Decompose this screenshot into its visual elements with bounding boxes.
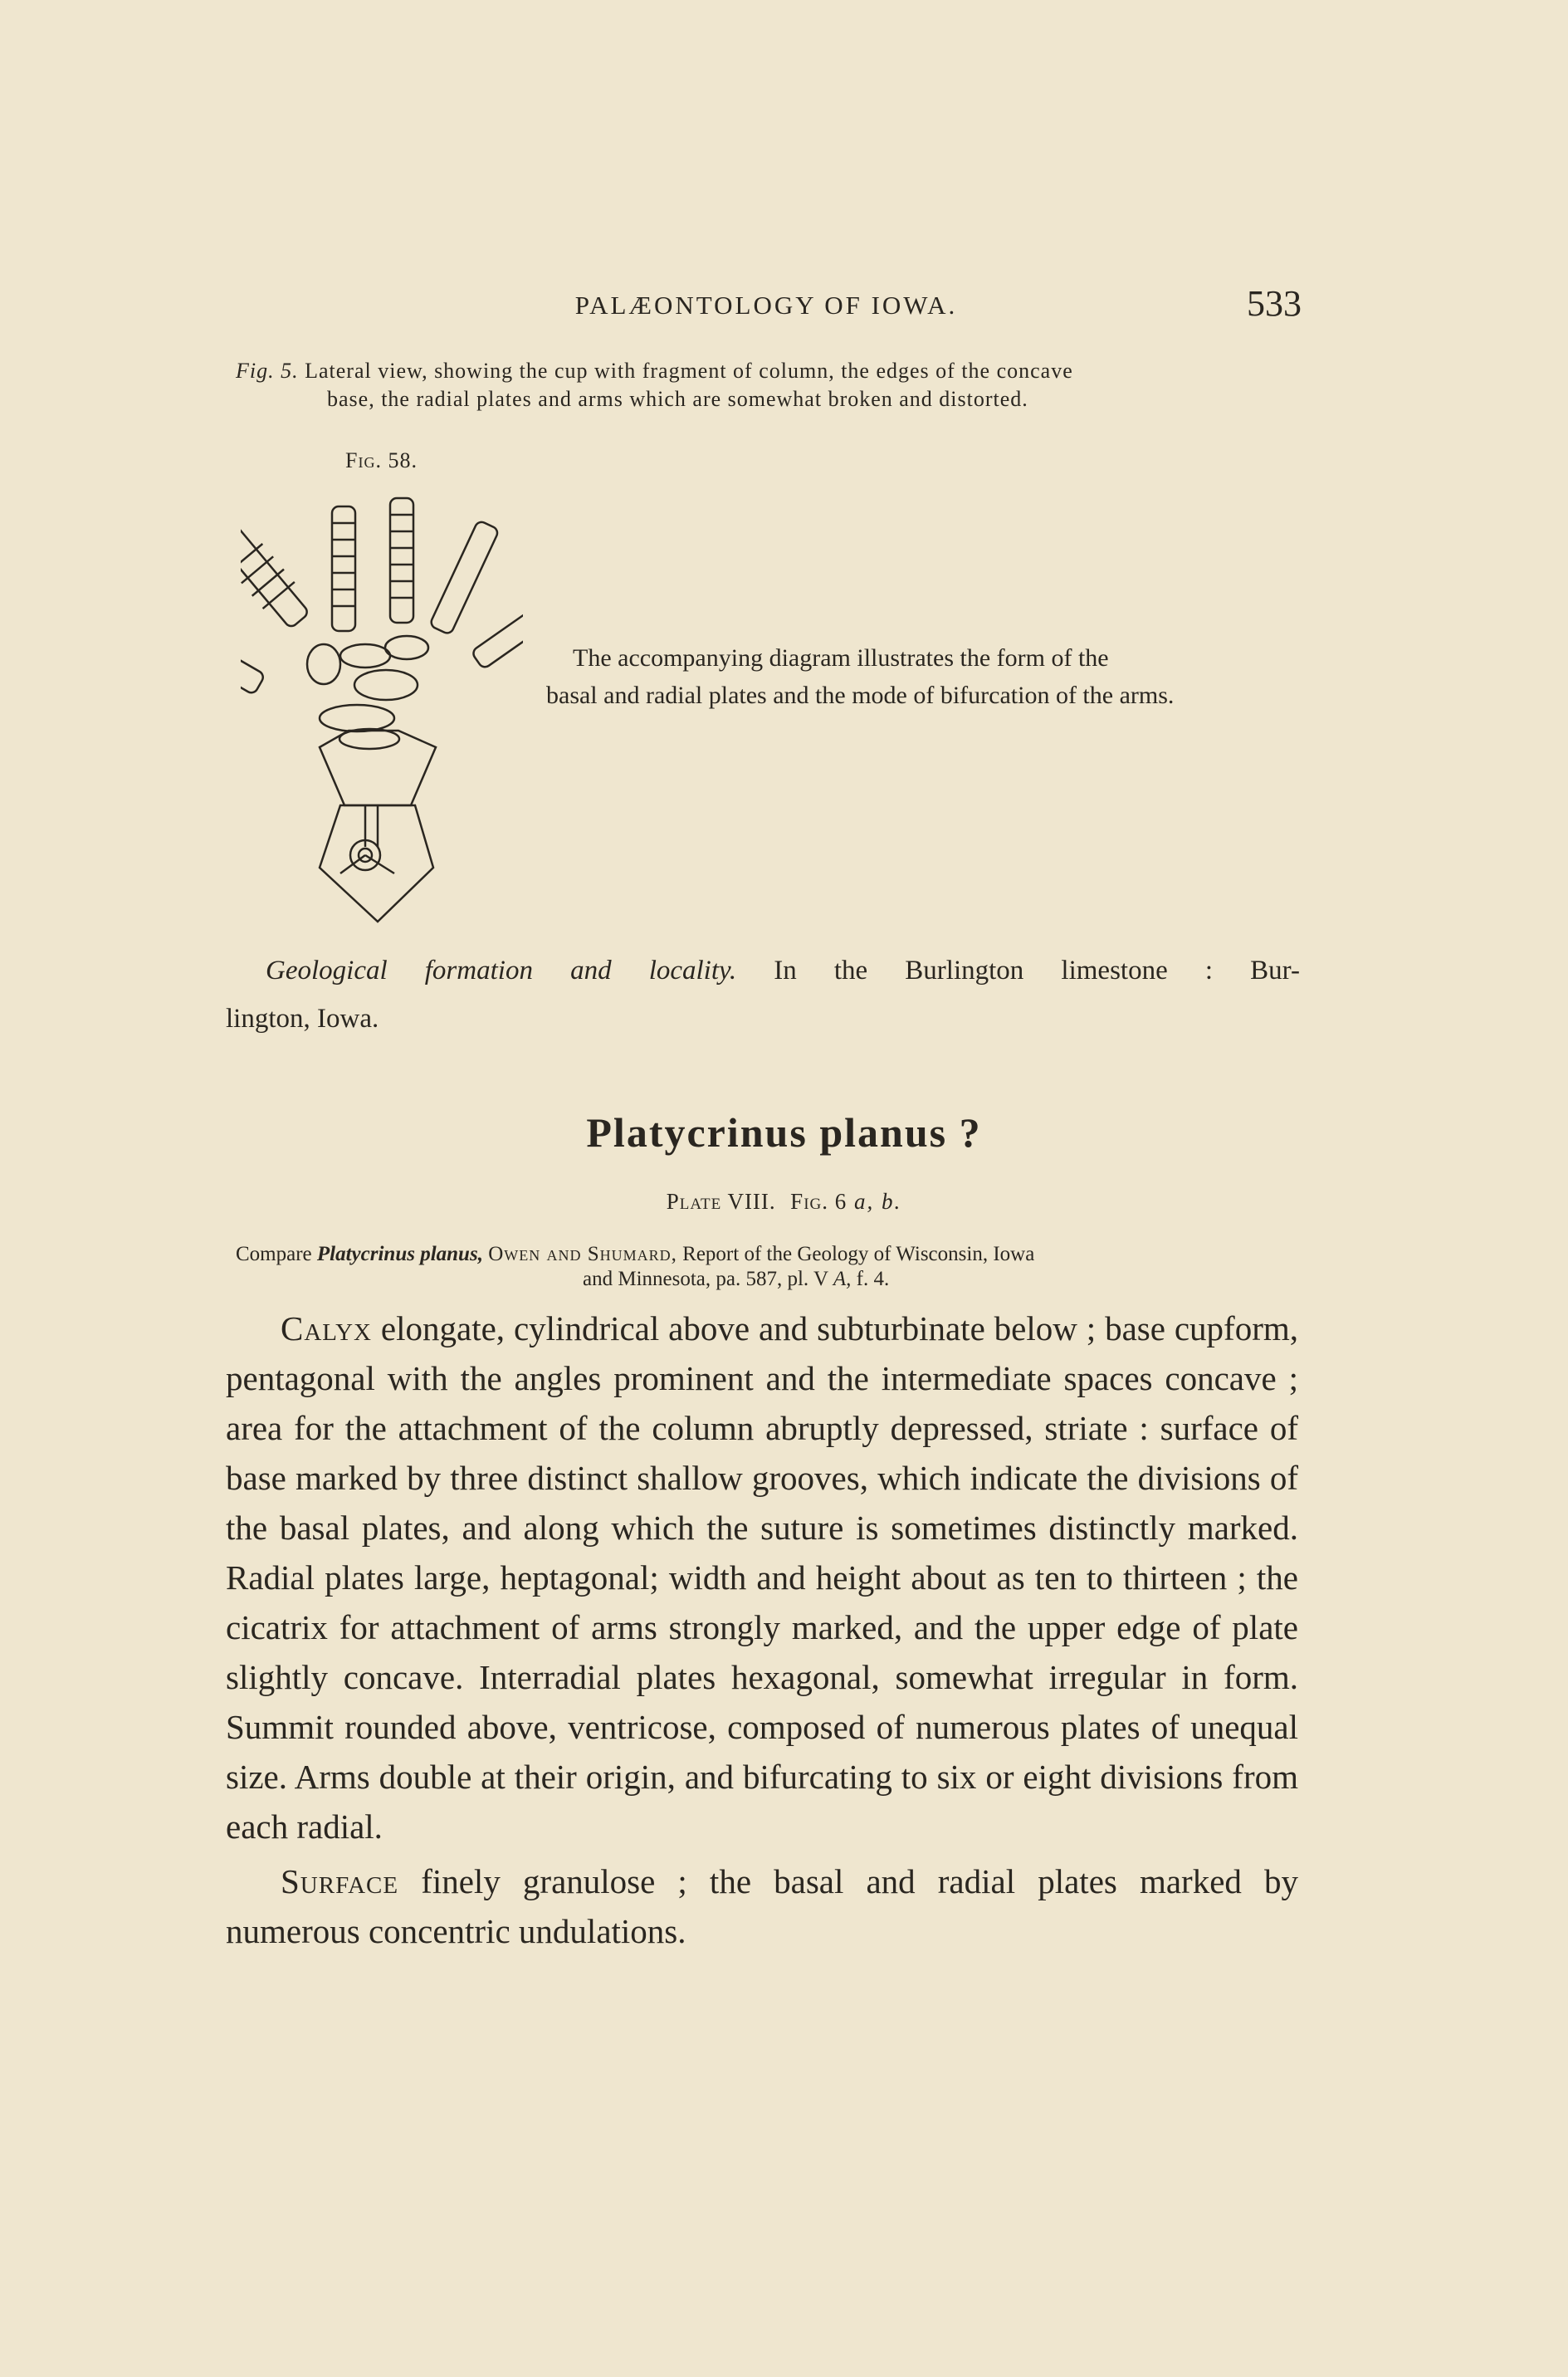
compare-authors: Owen and Shumard,: [488, 1243, 677, 1265]
species-heading: [0, 1108, 1568, 1157]
compare-taxon: Platycrinus planus,: [316, 1243, 483, 1265]
arm-4: [390, 498, 413, 623]
plate-fig: Fig. 6: [790, 1189, 848, 1214]
crinoid-diagram: [241, 490, 523, 930]
figure-caption: [236, 357, 1300, 413]
arm-3: [332, 506, 355, 631]
compare-prefix: Compare: [236, 1243, 312, 1265]
compare-line-2-pre: and Minnesota, pa. 587, pl. V: [583, 1268, 828, 1290]
radial-plate: [320, 731, 436, 805]
arm-1: [241, 524, 310, 629]
species-epithet: planus ?: [819, 1109, 982, 1156]
compare-line-2-italic: A,: [833, 1268, 852, 1290]
surface-paragraph: [226, 1856, 1298, 1956]
calyx-lead: Calyx: [281, 1309, 372, 1347]
compare-line-2-post: f. 4.: [856, 1268, 890, 1290]
arm-5: [429, 520, 500, 635]
arm-6: [471, 599, 523, 669]
compare-reference: [236, 1242, 1307, 1292]
surface-lead: Surface: [281, 1862, 399, 1900]
caption-figure-label: Fig. 5.: [236, 359, 299, 383]
locality-paragraph: [226, 946, 1300, 1043]
arm-2: [241, 621, 266, 695]
plate-reference: [0, 1189, 1568, 1215]
diagram-description: [546, 639, 1298, 714]
running-title: PALÆONTOLOGY OF IOWA.: [574, 291, 958, 320]
locality-label: Geological formation and locality.: [266, 956, 737, 986]
caption-line-2: base, the radial plates and arms which are somewhat broken and distorted.: [327, 387, 1028, 411]
surface-text: finely granulose ; the basal and radial plates marked by numerous concentric undulations.: [226, 1862, 1298, 1950]
compare-line-1-rest: Report of the Geology of Wisconsin, Iowa: [682, 1243, 1035, 1265]
running-head: [231, 282, 1302, 332]
page-number: 533: [1247, 283, 1302, 324]
caption-line-1: Lateral view, showing the cup with fragment of column, the edges of the concave: [305, 359, 1073, 383]
plate-number: Plate VIII.: [666, 1189, 776, 1214]
species-genus: Platycrinus: [586, 1109, 808, 1156]
locality-line-2: lington, Iowa.: [226, 1004, 379, 1034]
locality-line-1: In the Burlington limestone : Bur-: [774, 956, 1300, 986]
calyx-text: elongate, cylindrical above and subturbinate below ; base cupform, pentagonal with the angles prominent and the intermediate spaces concave ; area for the attachment of the column abruptly depressed, striate : surface of base marked by three distinct shallow grooves, which indicate the divisions of the basal plates, and along which the suture is sometimes distinctly marked. Radial plates large, heptagonal; width and height about as ten to thirteen ; the cicatrix for attachment of arms strongly marked, and the upper edge of plate slightly concave. Interradial plates hexagonal, somewhat irregular in form. Summit rounded above, ventricose, composed of numerous plates of unequal size. Arms double at their origin, and bifurcating to six or eight divisions from each radial.: [226, 1309, 1299, 1846]
species-description: [226, 1303, 1298, 1956]
plate-fig-letters: a, b.: [854, 1189, 902, 1214]
calyx-paragraph: [226, 1303, 1298, 1851]
diagram-description-rest: basal and radial plates and the mode of bifurcation of the arms.: [546, 682, 1175, 709]
figure-label: Fig. 58.: [345, 448, 418, 472]
diagram-description-line-1: The accompanying diagram illustrates the form of the: [573, 644, 1109, 672]
